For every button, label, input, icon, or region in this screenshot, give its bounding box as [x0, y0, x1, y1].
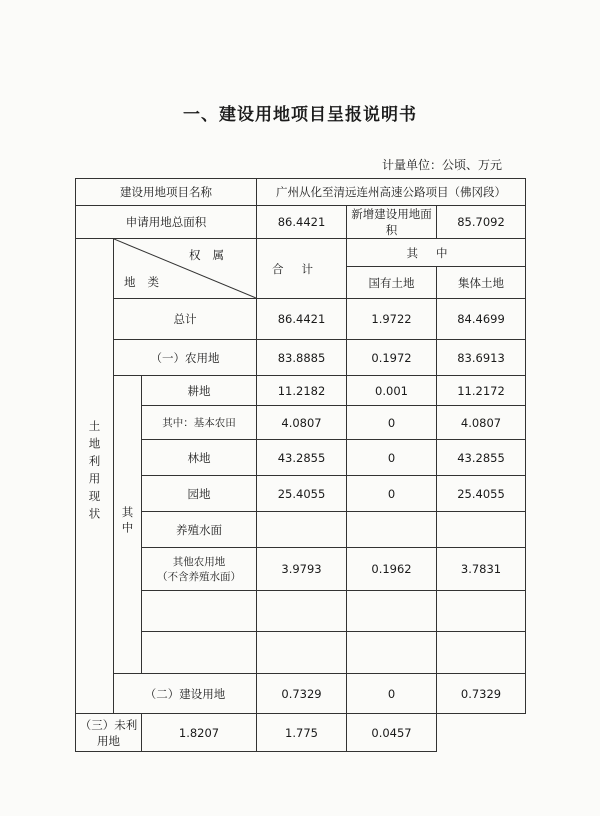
table-row: [76, 239, 526, 267]
row-label: 林地: [142, 440, 257, 476]
cell-total: 1.8207: [142, 714, 257, 752]
cell-total: 11.2182: [257, 376, 347, 406]
row-label: 耕地: [142, 376, 257, 406]
land-type-header: 地类: [124, 275, 171, 289]
total-area-label: 申请用地总面积: [76, 206, 257, 239]
cell-state: 0.1962: [347, 548, 437, 591]
cell-state: 0: [347, 440, 437, 476]
land-use-table: [75, 178, 526, 752]
row-label-line2: （不含养殖水面）: [157, 571, 241, 583]
row-label: 其中：基本农田: [142, 406, 257, 440]
new-construction-area-label: 新增建设用地面积: [347, 206, 437, 239]
row-label: [142, 548, 257, 591]
table-row: [76, 548, 526, 591]
cell-state: 1.775: [257, 714, 347, 752]
cell-state: [347, 512, 437, 548]
row-label: 养殖水面: [142, 512, 257, 548]
cell-state: 0: [347, 406, 437, 440]
table-row-empty: [76, 591, 526, 632]
ownership-landtype-header: [114, 239, 257, 299]
land-use-status-text: 土地利用现状: [87, 420, 102, 525]
project-name-value: 广州从化至清远连州高速公路项目（佛冈段）: [257, 179, 526, 206]
table-row: [76, 440, 526, 476]
of-which-side-text: 其中: [120, 505, 135, 537]
land-use-status-label: [76, 239, 114, 714]
table-row-empty: [76, 632, 526, 674]
table-row: [76, 512, 526, 548]
cell-total: 43.2855: [257, 440, 347, 476]
cell-collective: 83.6913: [437, 340, 526, 376]
collective-land-header: 集体土地: [437, 267, 526, 299]
cell-state: 0.1972: [347, 340, 437, 376]
table-row: [76, 476, 526, 512]
table-row: [76, 299, 526, 340]
table-row: [76, 406, 526, 440]
total-header: 合计: [257, 239, 347, 299]
cell-collective: 11.2172: [437, 376, 526, 406]
cell-total: 83.8885: [257, 340, 347, 376]
row-label: （三）未利用地: [76, 714, 142, 752]
row-label: 园地: [142, 476, 257, 512]
cell-collective: 43.2855: [437, 440, 526, 476]
ownership-header: 权属: [189, 248, 236, 262]
total-area-value: 86.4421: [257, 206, 347, 239]
cell-total: [257, 512, 347, 548]
new-construction-area-value: 85.7092: [437, 206, 526, 239]
of-which-header: 其中: [347, 239, 526, 267]
cell-collective: 0.0457: [347, 714, 437, 752]
page-title: 一、建设用地项目呈报说明书: [183, 105, 417, 125]
cell-total: 0.7329: [257, 674, 347, 714]
table-row: [76, 714, 526, 752]
cell-state: 0: [347, 674, 437, 714]
cell-collective: 25.4055: [437, 476, 526, 512]
row-label: （一）农用地: [114, 340, 257, 376]
table-row: [76, 179, 526, 206]
row-label: （二）建设用地: [114, 674, 257, 714]
cell-state: 0: [347, 476, 437, 512]
cell-state: 0.001: [347, 376, 437, 406]
table-row: [76, 674, 526, 714]
table-row: [76, 340, 526, 376]
cell-collective: 3.7831: [437, 548, 526, 591]
cell-total: 3.9793: [257, 548, 347, 591]
row-label-line1: 其他农用地: [172, 556, 226, 568]
cell-collective: 0.7329: [437, 674, 526, 714]
cell-collective: 84.4699: [437, 299, 526, 340]
table-row: [76, 376, 526, 406]
cell-state: 1.9722: [347, 299, 437, 340]
cell-collective: [437, 512, 526, 548]
table-row: [76, 206, 526, 239]
unit-label: 计量单位：公顷、万元: [381, 158, 502, 172]
of-which-side-label: [114, 376, 142, 674]
cell-total: 86.4421: [257, 299, 347, 340]
cell-collective: 4.0807: [437, 406, 526, 440]
state-land-header: 国有土地: [347, 267, 437, 299]
project-name-label: 建设用地项目名称: [76, 179, 257, 206]
cell-total: 25.4055: [257, 476, 347, 512]
row-label: 总计: [114, 299, 257, 340]
cell-total: 4.0807: [257, 406, 347, 440]
